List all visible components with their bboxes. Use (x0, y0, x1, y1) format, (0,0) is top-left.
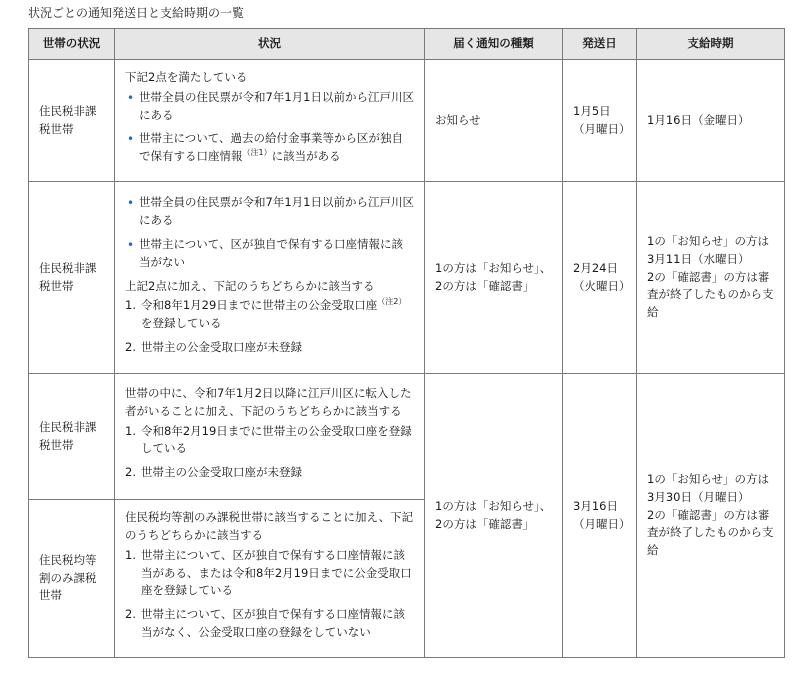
list-item-text: 世帯主について、区が独自で保有する口座情報に該当がある、または令和8年2月19日までに公金受取口座を登録している (141, 547, 412, 598)
list-item-text: 令和8年1月29日までに世帯主の公金受取口座 (141, 298, 378, 313)
payment-line: 2の「確認書」の方は審査が終了したものから支給 (647, 269, 774, 320)
header-household: 世帯の状況 (29, 29, 115, 60)
list-item (125, 464, 414, 482)
notice-type-cell: 1の方は「お知らせ」、2の方は「確認書」 (425, 182, 563, 374)
bullet-icon: • (127, 196, 135, 211)
header-row (29, 29, 785, 60)
list-item-text: 世帯全員の住民票が令和7年1月1日以前から江戸川区にある (139, 195, 414, 228)
header-notice-type: 届く通知の種類 (425, 29, 563, 60)
table-row (29, 60, 785, 182)
bullet-list (125, 194, 414, 271)
item-number: 1. (125, 547, 136, 562)
item-number: 2. (125, 607, 136, 622)
list-item (125, 606, 414, 642)
list-item (125, 194, 414, 230)
item-number: 1. (125, 423, 136, 438)
footnote-ref: （注2） (377, 297, 407, 307)
situation-cell (115, 500, 425, 658)
bullet-list (125, 89, 414, 166)
notice-type-cell: 1の方は「お知らせ」、2の方は「確認書」 (425, 374, 563, 658)
list-item-text: 令和8年2月19日までに世帯主の公金受取口座を登録している (141, 423, 412, 456)
item-number: 2. (125, 339, 136, 354)
send-date-cell: 2月24日（火曜日） (563, 182, 637, 374)
payment-line: 1の「お知らせ」の方は3月11日（水曜日） (647, 233, 769, 266)
list-item (125, 236, 414, 272)
send-date-cell: 1月5日（月曜日） (563, 60, 637, 182)
bullet-icon: • (127, 132, 135, 147)
payment-period-cell (637, 374, 785, 658)
household-cell: 住民税非課税世帯 (29, 374, 115, 500)
header-payment-period: 支給時期 (637, 29, 785, 60)
table-row (29, 374, 785, 500)
list-item (125, 130, 414, 166)
list-item-text: 世帯主の公金受取口座が未登録 (141, 465, 302, 480)
payment-period-cell (637, 182, 785, 374)
footnote-ref: （注1） (242, 148, 272, 158)
item-number: 1. (125, 298, 136, 313)
situation-intro: 住民税均等割のみ課税世帯に該当することに加え、下記のうちどちらかに該当する (125, 510, 414, 542)
notification-schedule-table (28, 28, 785, 658)
list-item-text: 世帯主について、区が独自で保有する口座情報に該当がなく、公金受取口座の登録をしていない (141, 607, 406, 640)
bullet-icon: • (127, 90, 135, 105)
list-item (125, 89, 414, 125)
situation-intro: 世帯の中に、令和7年1月2日以降に江戸川区に転入した者がいることに加え、下記のうちどちらかに該当する (125, 385, 412, 418)
list-item-text: 世帯主について、区が独自で保有する口座情報に該当がない (139, 236, 404, 269)
numbered-list (125, 547, 414, 642)
situation-cell (115, 182, 425, 374)
table-row (29, 182, 785, 374)
situation-mid: 上記2点に加え、下記のうちどちらかに該当する (125, 278, 375, 293)
household-cell: 住民税非課税世帯 (29, 182, 115, 374)
notice-type-cell: お知らせ (425, 60, 563, 182)
list-item-text: 世帯主について、過去の給付金事業等から区が独自で保有する口座情報 (139, 131, 404, 164)
list-item-tail: に該当がある (271, 149, 341, 164)
situation-intro: 下記2点を満たしている (125, 69, 248, 84)
header-send-date: 発送日 (563, 29, 637, 60)
payment-period-cell: 1月16日（金曜日） (637, 60, 785, 182)
list-item-text: 世帯全員の住民票が令和7年1月1日以前から江戸川区にある (139, 89, 414, 122)
list-item (125, 547, 414, 600)
list-item (125, 423, 414, 459)
household-cell: 住民税非課税世帯 (29, 60, 115, 182)
payment-line: 1の「お知らせ」の方は3月30日（月曜日） (647, 471, 769, 504)
bullet-icon: • (127, 237, 135, 252)
situation-cell (115, 374, 425, 500)
numbered-list (125, 297, 414, 356)
item-number: 2. (125, 465, 136, 480)
send-date-cell: 3月16日（月曜日） (563, 374, 637, 658)
list-item-tail: を登録している (141, 316, 222, 331)
table-caption: 状況ごとの通知発送日と支給時期の一覧 (28, 6, 245, 20)
household-cell: 住民税均等割のみ課税世帯 (29, 500, 115, 658)
list-item-text: 世帯主の公金受取口座が未登録 (141, 339, 302, 354)
list-item (125, 297, 414, 333)
list-item (125, 339, 414, 357)
header-situation: 状況 (115, 29, 425, 60)
payment-line: 2の「確認書」の方は審査が終了したものから支給 (647, 507, 774, 558)
situation-cell (115, 60, 425, 182)
numbered-list (125, 423, 414, 482)
